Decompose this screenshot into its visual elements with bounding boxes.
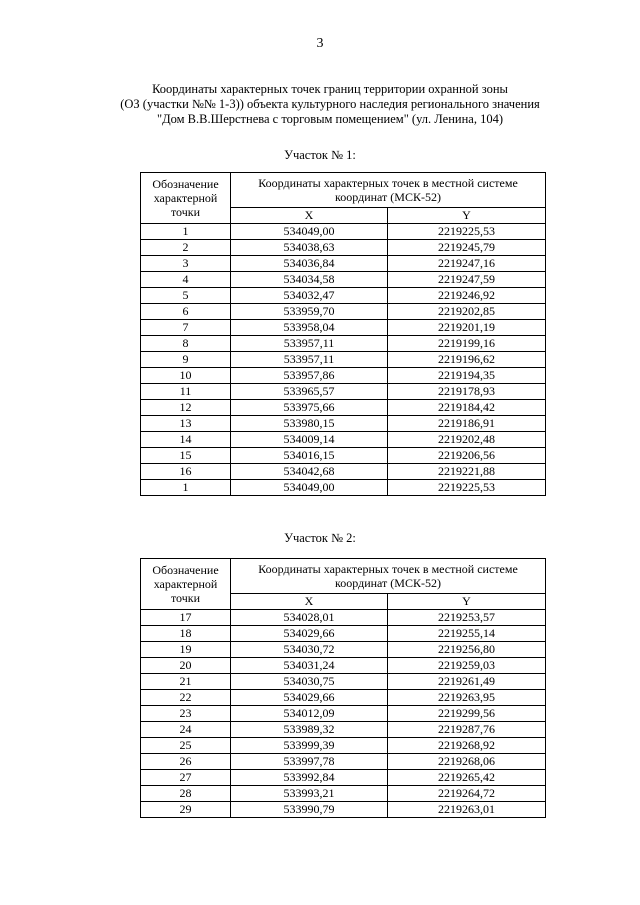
point-cell: 21 xyxy=(141,674,231,690)
point-cell: 1 xyxy=(141,224,231,240)
x-cell: 533959,70 xyxy=(231,304,388,320)
y-cell: 2219245,79 xyxy=(388,240,546,256)
point-cell: 25 xyxy=(141,738,231,754)
y-cell: 2219255,14 xyxy=(388,626,546,642)
table-row xyxy=(141,448,546,464)
table-row xyxy=(141,786,546,802)
y-cell: 2219268,92 xyxy=(388,738,546,754)
y-cell: 2219253,57 xyxy=(388,610,546,626)
point-cell: 5 xyxy=(141,288,231,304)
x-cell: 534032,47 xyxy=(231,288,388,304)
x-cell: 533957,11 xyxy=(231,336,388,352)
point-cell: 24 xyxy=(141,722,231,738)
y-cell: 2219184,42 xyxy=(388,400,546,416)
coords-column-header: Координаты характерных точек в местной системе координат (МСК-52) xyxy=(231,559,546,594)
point-cell: 27 xyxy=(141,770,231,786)
table-row xyxy=(141,224,546,240)
y-cell: 2219178,93 xyxy=(388,384,546,400)
x-cell: 534042,68 xyxy=(231,464,388,480)
x-cell: 534029,66 xyxy=(231,690,388,706)
table-row xyxy=(141,706,546,722)
x-cell: 533957,86 xyxy=(231,368,388,384)
table-row xyxy=(141,416,546,432)
table-row xyxy=(141,304,546,320)
y-cell: 2219225,53 xyxy=(388,224,546,240)
point-cell: 14 xyxy=(141,432,231,448)
point-cell: 7 xyxy=(141,320,231,336)
point-cell: 20 xyxy=(141,658,231,674)
table-row xyxy=(141,240,546,256)
table-row xyxy=(141,352,546,368)
point-cell: 16 xyxy=(141,464,231,480)
y-cell: 2219263,95 xyxy=(388,690,546,706)
table-row xyxy=(141,610,546,626)
x-column-header: X xyxy=(231,208,388,224)
point-cell: 26 xyxy=(141,754,231,770)
point-cell: 22 xyxy=(141,690,231,706)
x-cell: 533992,84 xyxy=(231,770,388,786)
point-cell: 1 xyxy=(141,480,231,496)
y-cell: 2219196,62 xyxy=(388,352,546,368)
title-line: Координаты характерных точек границ территории охранной зоны xyxy=(152,82,508,96)
point-cell: 9 xyxy=(141,352,231,368)
table-row xyxy=(141,480,546,496)
y-cell: 2219287,76 xyxy=(388,722,546,738)
table-row xyxy=(141,432,546,448)
coordinates-table-1 xyxy=(140,172,546,496)
x-cell: 534049,00 xyxy=(231,224,388,240)
table-row xyxy=(141,802,546,818)
y-cell: 2219264,72 xyxy=(388,786,546,802)
point-cell: 2 xyxy=(141,240,231,256)
y-cell: 2219263,01 xyxy=(388,802,546,818)
y-cell: 2219265,42 xyxy=(388,770,546,786)
y-cell: 2219225,53 xyxy=(388,480,546,496)
x-cell: 533958,04 xyxy=(231,320,388,336)
table-row xyxy=(141,770,546,786)
x-cell: 533997,78 xyxy=(231,754,388,770)
table-row xyxy=(141,288,546,304)
document-title xyxy=(80,82,580,127)
y-cell: 2219202,85 xyxy=(388,304,546,320)
x-cell: 534038,63 xyxy=(231,240,388,256)
y-cell: 2219247,59 xyxy=(388,272,546,288)
x-cell: 533975,66 xyxy=(231,400,388,416)
y-cell: 2219259,03 xyxy=(388,658,546,674)
x-cell: 533965,57 xyxy=(231,384,388,400)
title-line: "Дом В.В.Шерстнева с торговым помещением" (ул. Ленина, 104) xyxy=(156,112,503,126)
point-cell: 13 xyxy=(141,416,231,432)
x-cell: 534030,72 xyxy=(231,642,388,658)
point-cell: 29 xyxy=(141,802,231,818)
x-cell: 533989,32 xyxy=(231,722,388,738)
point-cell: 3 xyxy=(141,256,231,272)
point-cell: 23 xyxy=(141,706,231,722)
point-cell: 11 xyxy=(141,384,231,400)
table-row xyxy=(141,320,546,336)
point-cell: 4 xyxy=(141,272,231,288)
table-body xyxy=(141,224,546,496)
table-row xyxy=(141,400,546,416)
x-cell: 534028,01 xyxy=(231,610,388,626)
table-row xyxy=(141,626,546,642)
y-column-header: Y xyxy=(388,208,546,224)
table-row xyxy=(141,642,546,658)
y-cell: 2219206,56 xyxy=(388,448,546,464)
x-cell: 534034,58 xyxy=(231,272,388,288)
y-cell: 2219256,80 xyxy=(388,642,546,658)
table-body xyxy=(141,610,546,818)
x-cell: 534016,15 xyxy=(231,448,388,464)
y-cell: 2219299,56 xyxy=(388,706,546,722)
point-column-header: Обозначение характерной точки xyxy=(141,559,231,610)
table-row xyxy=(141,384,546,400)
x-cell: 533999,39 xyxy=(231,738,388,754)
coords-column-header: Координаты характерных точек в местной системе координат (МСК-52) xyxy=(231,173,546,208)
point-cell: 17 xyxy=(141,610,231,626)
y-cell: 2219246,92 xyxy=(388,288,546,304)
y-cell: 2219186,91 xyxy=(388,416,546,432)
x-cell: 533957,11 xyxy=(231,352,388,368)
table-row xyxy=(141,722,546,738)
y-cell: 2219201,19 xyxy=(388,320,546,336)
page-number: 3 xyxy=(316,36,324,51)
table-row xyxy=(141,464,546,480)
table-row xyxy=(141,738,546,754)
table-row xyxy=(141,754,546,770)
x-cell: 534030,75 xyxy=(231,674,388,690)
x-cell: 533980,15 xyxy=(231,416,388,432)
y-cell: 2219199,16 xyxy=(388,336,546,352)
x-cell: 534012,09 xyxy=(231,706,388,722)
y-column-header: Y xyxy=(388,594,546,610)
section-label-1: Участок № 1: xyxy=(284,148,356,162)
x-cell: 534029,66 xyxy=(231,626,388,642)
x-cell: 534009,14 xyxy=(231,432,388,448)
point-column-header: Обозначение характерной точки xyxy=(141,173,231,224)
table-row xyxy=(141,272,546,288)
point-cell: 6 xyxy=(141,304,231,320)
y-cell: 2219247,16 xyxy=(388,256,546,272)
y-cell: 2219202,48 xyxy=(388,432,546,448)
table-row xyxy=(141,658,546,674)
y-cell: 2219194,35 xyxy=(388,368,546,384)
point-cell: 15 xyxy=(141,448,231,464)
point-cell: 19 xyxy=(141,642,231,658)
x-cell: 533993,21 xyxy=(231,786,388,802)
point-cell: 12 xyxy=(141,400,231,416)
table-row xyxy=(141,368,546,384)
y-cell: 2219261,49 xyxy=(388,674,546,690)
x-column-header: X xyxy=(231,594,388,610)
point-cell: 28 xyxy=(141,786,231,802)
table-row xyxy=(141,674,546,690)
x-cell: 533990,79 xyxy=(231,802,388,818)
y-cell: 2219268,06 xyxy=(388,754,546,770)
point-cell: 8 xyxy=(141,336,231,352)
section-label-2: Участок № 2: xyxy=(284,531,356,545)
point-cell: 18 xyxy=(141,626,231,642)
x-cell: 534031,24 xyxy=(231,658,388,674)
table-row xyxy=(141,256,546,272)
table-row xyxy=(141,690,546,706)
coordinates-table-2 xyxy=(140,558,546,818)
title-line: (ОЗ (участки №№ 1-3)) объекта культурного наследия регионального значения xyxy=(120,97,540,111)
table-row xyxy=(141,336,546,352)
y-cell: 2219221,88 xyxy=(388,464,546,480)
x-cell: 534049,00 xyxy=(231,480,388,496)
point-cell: 10 xyxy=(141,368,231,384)
x-cell: 534036,84 xyxy=(231,256,388,272)
